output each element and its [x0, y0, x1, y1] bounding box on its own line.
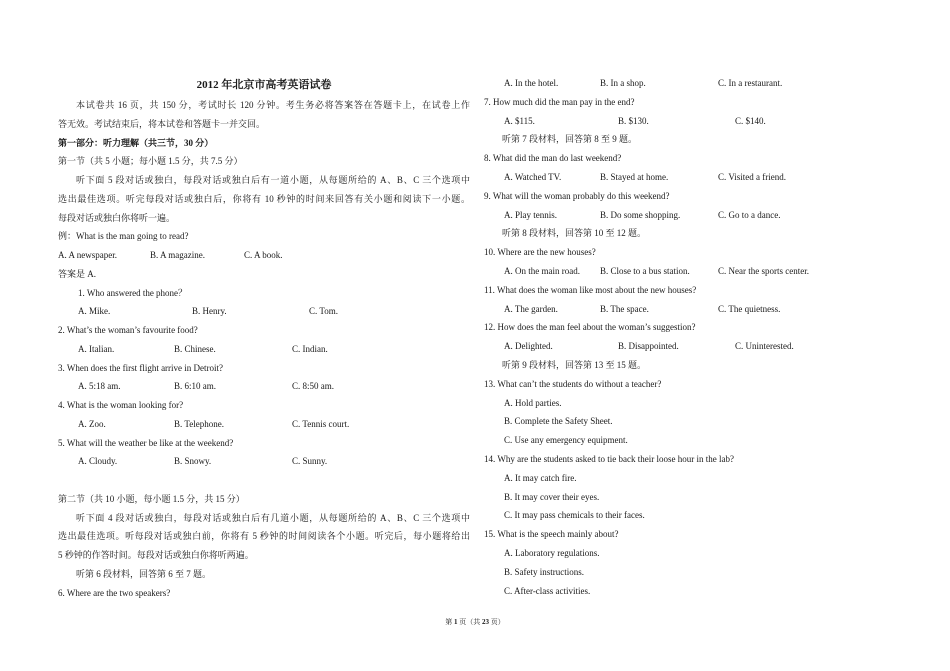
option-9c: C. Go to a dance.: [718, 209, 781, 220]
options-12: [484, 337, 894, 356]
option-2a: A. Italian.: [78, 343, 115, 354]
intro-line-1: 本试卷共 16 页，共 150 分，考试时长 120 分钟。考生务必将答案答在答题卡上，在试卷上作: [76, 100, 470, 110]
option-10c: C. Near the sports center.: [718, 265, 809, 276]
option-11b: B. The space.: [600, 303, 649, 314]
part1-heading: 第一部分：听力理解（共三节，30 分）: [58, 137, 214, 148]
footer-suffix: 页）: [490, 618, 505, 626]
option-6c: C. In a restaurant.: [718, 78, 783, 88]
question-13: 13. What can’t the students do without a teacher?: [484, 378, 662, 389]
option-1c: C. Tom.: [309, 306, 338, 317]
option-3c: C. 8:50 am.: [292, 381, 334, 392]
question-14: 14. Why are the students asked to tie back their loose hour in the lab?: [484, 453, 735, 464]
right-column: [484, 74, 894, 600]
option-15b: B. Safety instructions.: [504, 566, 584, 577]
option-9b: B. Do some shopping.: [600, 209, 681, 220]
options-5: [58, 452, 470, 471]
option-11c: C. The quietness.: [718, 303, 781, 314]
option-3b: B. 6:10 am.: [174, 381, 216, 392]
options-11: [484, 300, 894, 319]
option-4b: B. Telephone.: [174, 418, 224, 429]
option-13b: B. Complete the Safety Sheet.: [504, 416, 613, 427]
option-2c: C. Indian.: [292, 343, 328, 354]
options-7: [484, 112, 894, 131]
material-7-instruction: 听第 7 段材料，回答第 8 至 9 题。: [502, 134, 638, 145]
option-4a: A. Zoo.: [78, 418, 106, 429]
option-9a: A. Play tennis.: [504, 209, 557, 220]
option-5b: B. Snowy.: [174, 456, 212, 467]
question-15: 15. What is the speech mainly about?: [484, 529, 619, 540]
option-7c: C. $140.: [735, 115, 766, 126]
section1-heading: 第一节（共 5 小题；每小题 1.5 分，共 7.5 分）: [58, 156, 243, 167]
option-2b: B. Chinese.: [174, 343, 216, 354]
option-8b: B. Stayed at home.: [600, 171, 669, 182]
options-3: [58, 377, 470, 396]
example-answer: 答案是 A.: [58, 268, 96, 279]
question-6: 6. Where are the two speakers?: [58, 587, 171, 598]
options-6: [484, 74, 894, 93]
option-14c: C. It may pass chemicals to their faces.: [504, 510, 645, 521]
option-4c: C. Tennis court.: [292, 418, 350, 429]
example-option-b: B. A magazine.: [150, 250, 205, 260]
example-question: 例：What is the man going to read?: [58, 231, 189, 242]
question-8: 8. What did the man do last weekend?: [484, 153, 622, 164]
example-option-a: A. A newspaper.: [58, 250, 117, 260]
option-5c: C. Sunny.: [292, 456, 328, 467]
example-options: [58, 246, 470, 265]
section2-instr-2: 选出最佳选项。听每段对话或独白前，你将有 5 秒钟的时间阅读各个小题。听完后，每小题将给出: [58, 531, 470, 542]
option-13c: C. Use any emergency equipment.: [504, 435, 628, 446]
question-5: 5. What will the weather be like at the weekend?: [58, 437, 234, 448]
option-10a: A. On the main road.: [504, 265, 580, 276]
material-9-instruction: 听第 9 段材料，回答第 13 至 15 题。: [502, 359, 647, 370]
footer-middle: 页（共: [459, 618, 481, 626]
option-11a: A. The garden.: [504, 303, 558, 314]
left-column: [58, 74, 470, 602]
option-12c: C. Uninterested.: [735, 341, 794, 352]
option-10b: B. Close to a bus station.: [600, 265, 690, 276]
page-footer: [0, 617, 950, 627]
material-6-instruction: 听第 6 段材料，回答第 6 至 7 题。: [76, 568, 212, 579]
question-2: 2. What’s the woman’s favourite food?: [58, 325, 198, 335]
option-6b: B. In a shop.: [600, 78, 646, 88]
spacer: [58, 471, 470, 490]
option-5a: A. Cloudy.: [78, 456, 118, 467]
section1-instr-3: 每段对话或独白你将听一遍。: [58, 212, 176, 223]
question-12: 12. How does the man feel about the woman’s suggestion?: [484, 322, 696, 333]
option-14a: A. It may catch fire.: [504, 472, 577, 483]
material-8-instruction: 听第 8 段材料，回答第 10 至 12 题。: [502, 228, 647, 239]
option-3a: A. 5:18 am.: [78, 381, 121, 392]
option-15c: C. After-class activities.: [504, 585, 591, 596]
question-4: 4. What is the woman looking for?: [58, 400, 184, 410]
page-total: 23: [482, 618, 489, 626]
option-15a: A. Laboratory regulations.: [504, 547, 600, 558]
question-7: 7. How much did the man pay in the end?: [484, 96, 635, 107]
section1-instr-1: 听下面 5 段对话或独白，每段对话或独白后有一道小题，从每题所给的 A、B、C 三个选项中: [76, 175, 470, 185]
question-10: 10. Where are the new houses?: [484, 247, 596, 258]
example-option-c: C. A book.: [244, 250, 283, 260]
question-3: 3. When does the first flight arrive in Detroit?: [58, 362, 224, 373]
option-13a: A. Hold parties.: [504, 397, 562, 408]
question-1: 1. Who answered the phone？: [78, 287, 188, 298]
question-9: 9. What will the woman probably do this weekend?: [484, 190, 670, 201]
intro-line-2: 答无效。考试结束后，将本试卷和答题卡一并交回。: [58, 118, 266, 129]
option-8a: A. Watched TV.: [504, 171, 562, 182]
question-11: 11. What does the woman like most about the new houses?: [484, 284, 697, 295]
option-7b: B. $130.: [618, 115, 649, 126]
exam-title: 2012 年北京市高考英语试卷: [196, 79, 332, 91]
option-7a: A. $115.: [504, 115, 535, 126]
option-8c: C. Visited a friend.: [718, 171, 787, 182]
options-1: [58, 302, 470, 321]
footer-prefix: 第: [445, 618, 453, 626]
page-number: 1: [454, 618, 458, 626]
section1-instr-2: 选出最佳选项。听完每段对话或独白后，你将有 10 秒钟的时间来回答有关小题和阅读下一小题。: [58, 193, 470, 204]
option-12a: A. Delighted.: [504, 341, 553, 352]
section2-heading: 第二节（共 10 小题，每小题 1.5 分，共 15 分）: [58, 493, 245, 504]
section2-instr-1: 听下面 4 段对话或独白，每段对话或独白后有几道小题，从每题所给的 A、B、C 三个选项中: [76, 512, 470, 523]
option-12b: B. Disappointed.: [618, 341, 679, 352]
options-9: [484, 206, 894, 225]
option-1b: B. Henry.: [192, 306, 227, 317]
option-14b: B. It may cover their eyes.: [504, 491, 600, 502]
options-10: [484, 262, 894, 281]
option-6a: A. In the hotel.: [504, 78, 559, 88]
options-2: [58, 340, 470, 359]
options-8: [484, 168, 894, 187]
option-1a: A. Mike.: [78, 306, 111, 317]
options-4: [58, 415, 470, 434]
section2-instr-3: 5 秒钟的作答时间。每段对话或独白你将听两遍。: [58, 550, 254, 560]
